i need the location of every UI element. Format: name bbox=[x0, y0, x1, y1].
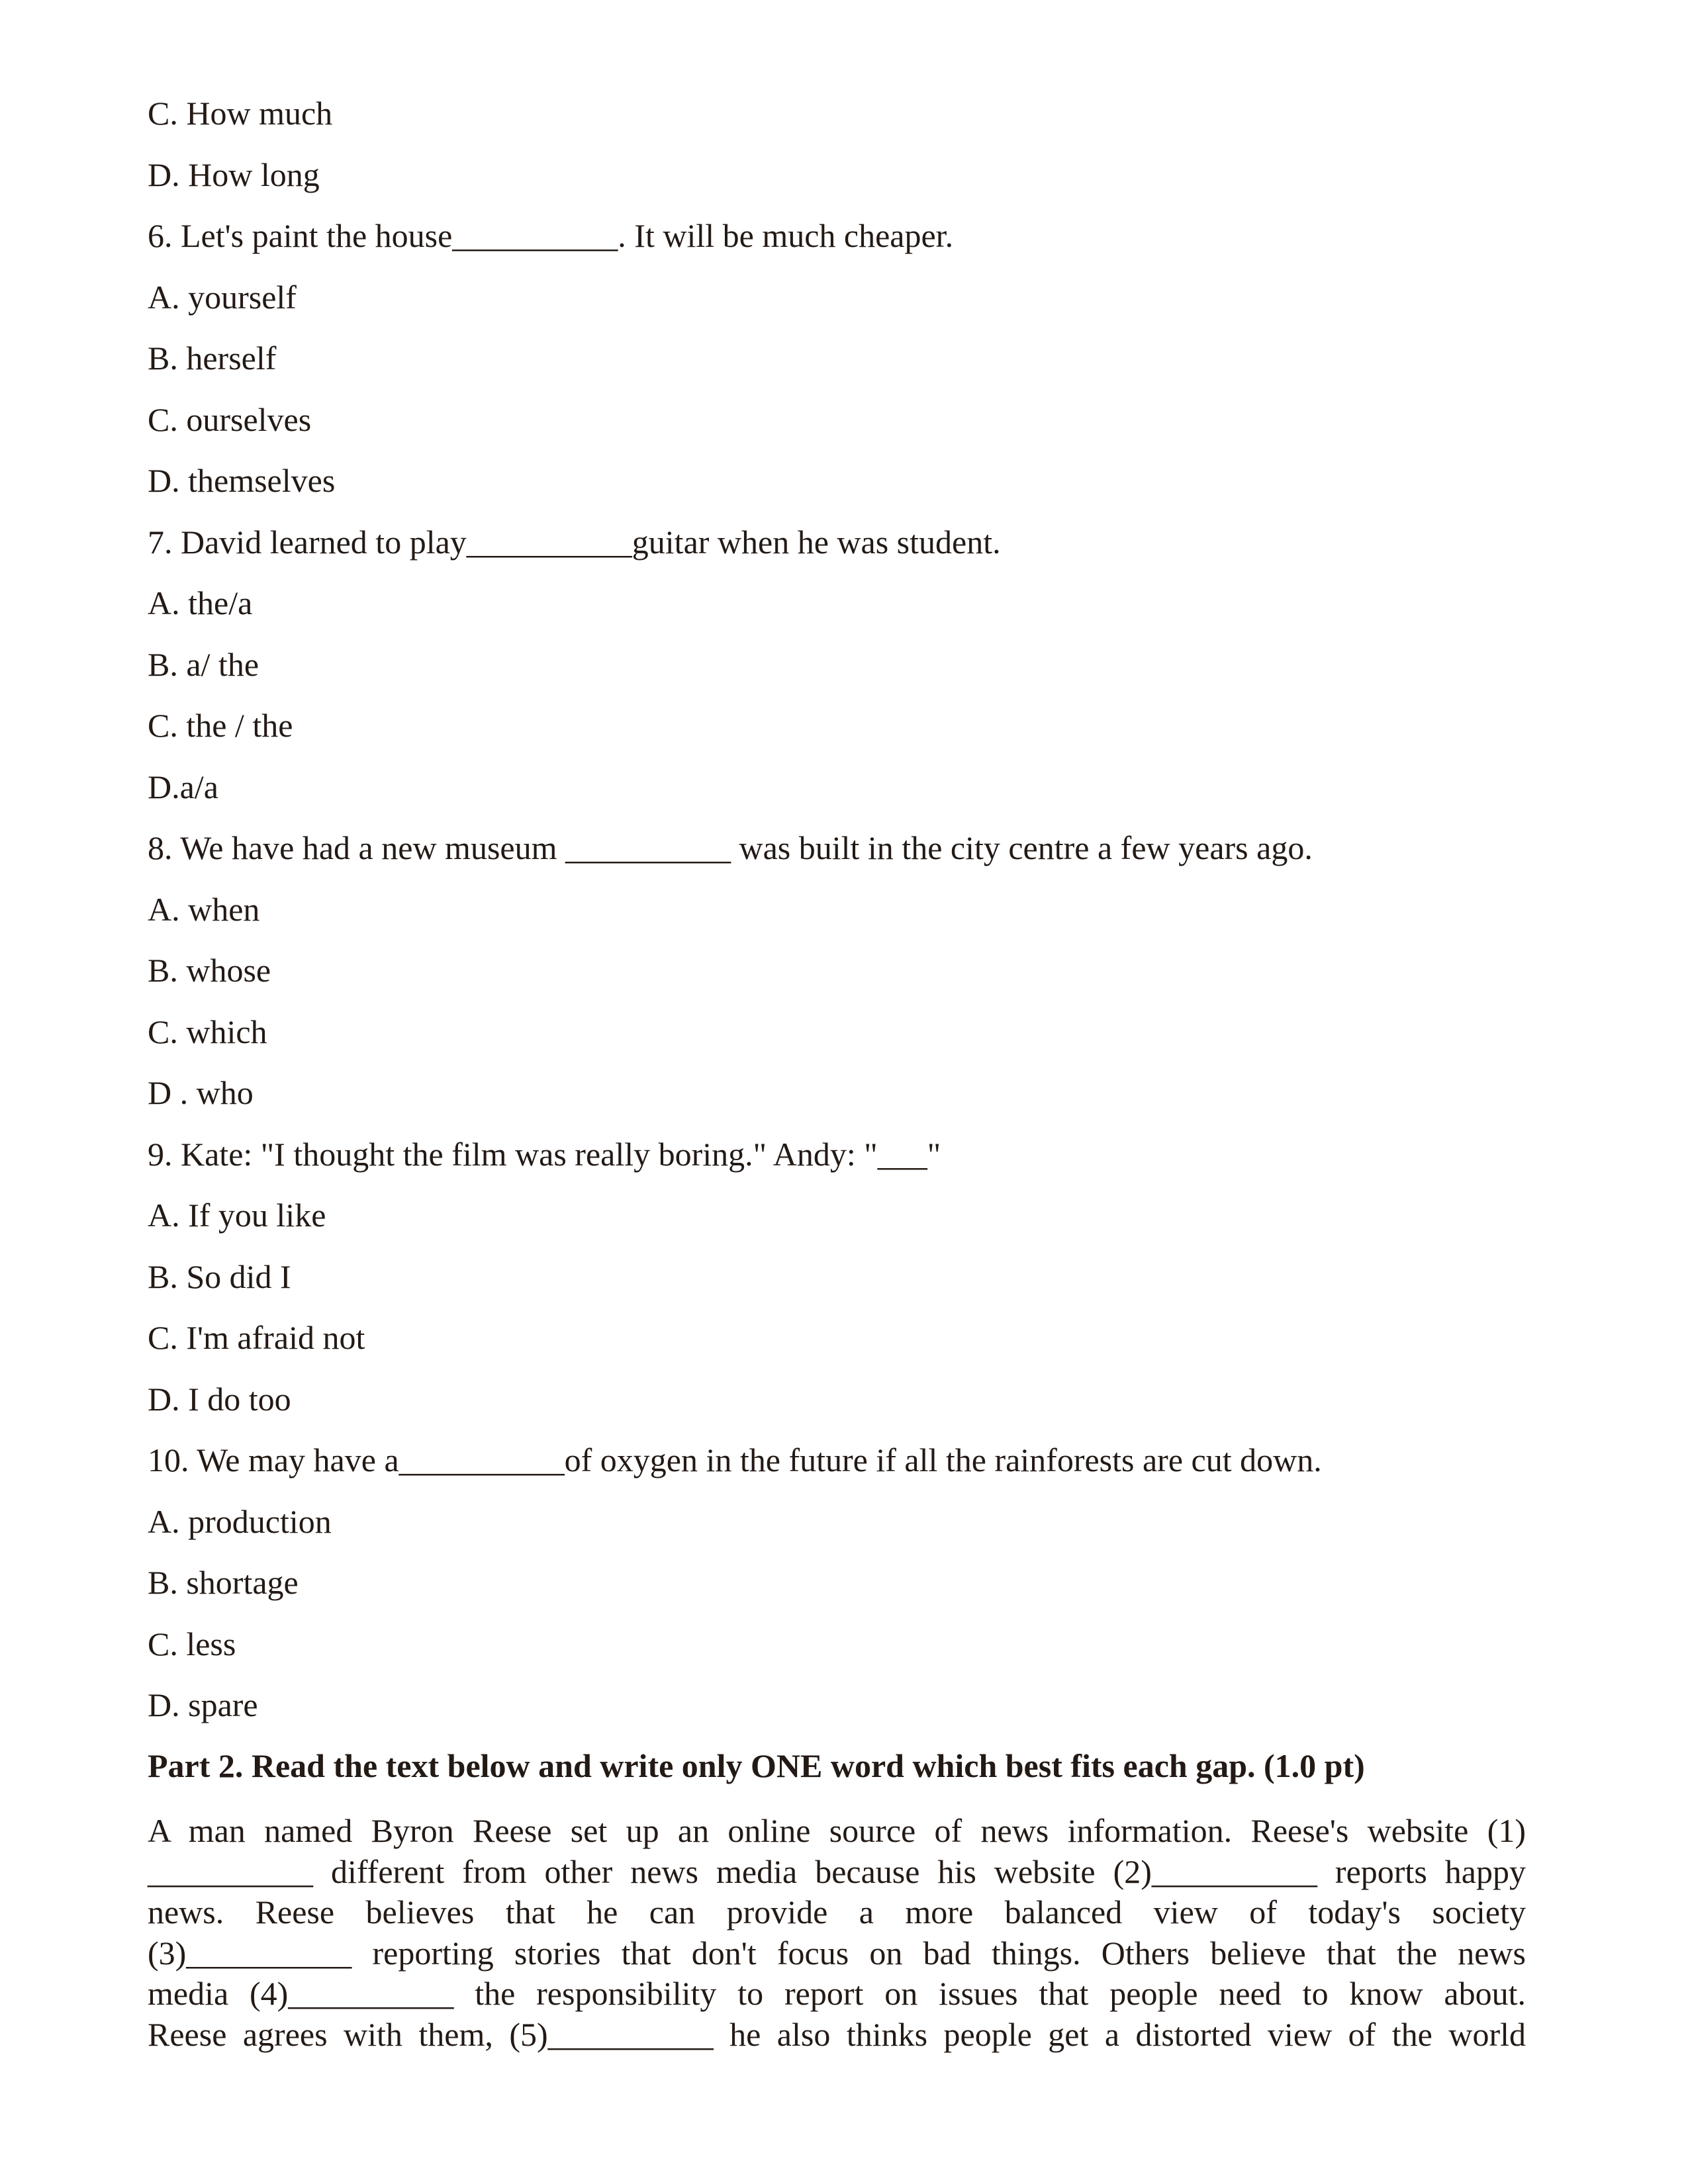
answer-option: A. the/a bbox=[148, 584, 253, 621]
question-stem: 8. We have had a new museum __________ was built in the city centre a few years ago. bbox=[148, 829, 1313, 866]
answer-option: D. themselves bbox=[148, 462, 336, 499]
answer-option: C. How much bbox=[148, 95, 333, 132]
answer-option: A. yourself bbox=[148, 278, 297, 316]
answer-option: B. shortage bbox=[148, 1564, 299, 1601]
answer-option: D. spare bbox=[148, 1686, 258, 1723]
paragraph-line: Reese agrees with them, (5)__________ he also thinks people get a distorted view of the world bbox=[148, 2015, 1526, 2053]
answer-option: D. I do too bbox=[148, 1380, 291, 1418]
answer-option: C. ourselves bbox=[148, 400, 312, 438]
question-stem: 6. Let's paint the house__________. It will be much cheaper. bbox=[148, 217, 954, 254]
answer-option: D. How long bbox=[148, 156, 320, 193]
question-stem: 9. Kate: "I thought the film was really boring." Andy: "___" bbox=[148, 1135, 941, 1173]
answer-option: C. which bbox=[148, 1013, 267, 1050]
answer-option: A. production bbox=[148, 1502, 332, 1540]
answer-option: B. whose bbox=[148, 952, 271, 989]
part2-heading: Part 2. Read the text below and write only ONE word which best fits each gap. (1.0 pt) bbox=[148, 1747, 1365, 1784]
paragraph-line: (3)__________ reporting stories that don't focus on bad things. Others believe that the news bbox=[148, 1934, 1526, 1972]
paragraph-line: __________ different from other news media because his website (2)__________ reports happy bbox=[148, 1852, 1526, 1890]
answer-option: C. the / the bbox=[148, 707, 293, 744]
paragraph-line: A man named Byron Reese set up an online source of news information. Reese's website (1) bbox=[148, 1812, 1526, 1849]
answer-option: B. So did I bbox=[148, 1257, 291, 1295]
answer-option: A. when bbox=[148, 890, 260, 928]
answer-option: B. a/ the bbox=[148, 645, 259, 683]
question-list bbox=[148, 83, 1531, 1736]
answer-option: C. less bbox=[148, 1625, 236, 1662]
answer-option: C. I'm afraid not bbox=[148, 1319, 365, 1356]
paragraph-line: media (4)__________ the responsibility to report on issues that people need to know about. bbox=[148, 1975, 1526, 2012]
answer-option: D . who bbox=[148, 1074, 254, 1111]
paragraph-line: news. Reese believes that he can provide a more balanced view of today's society bbox=[148, 1893, 1526, 1931]
answer-option: D.a/a bbox=[148, 768, 218, 805]
answer-option: B. herself bbox=[148, 340, 277, 377]
part2-paragraph bbox=[148, 1811, 1526, 2055]
question-stem: 10. We may have a__________of oxygen in the future if all the rainforests are cut down. bbox=[148, 1441, 1322, 1479]
question-stem: 7. David learned to play__________guitar when he was student. bbox=[148, 523, 1001, 561]
answer-option: A. If you like bbox=[148, 1197, 326, 1234]
